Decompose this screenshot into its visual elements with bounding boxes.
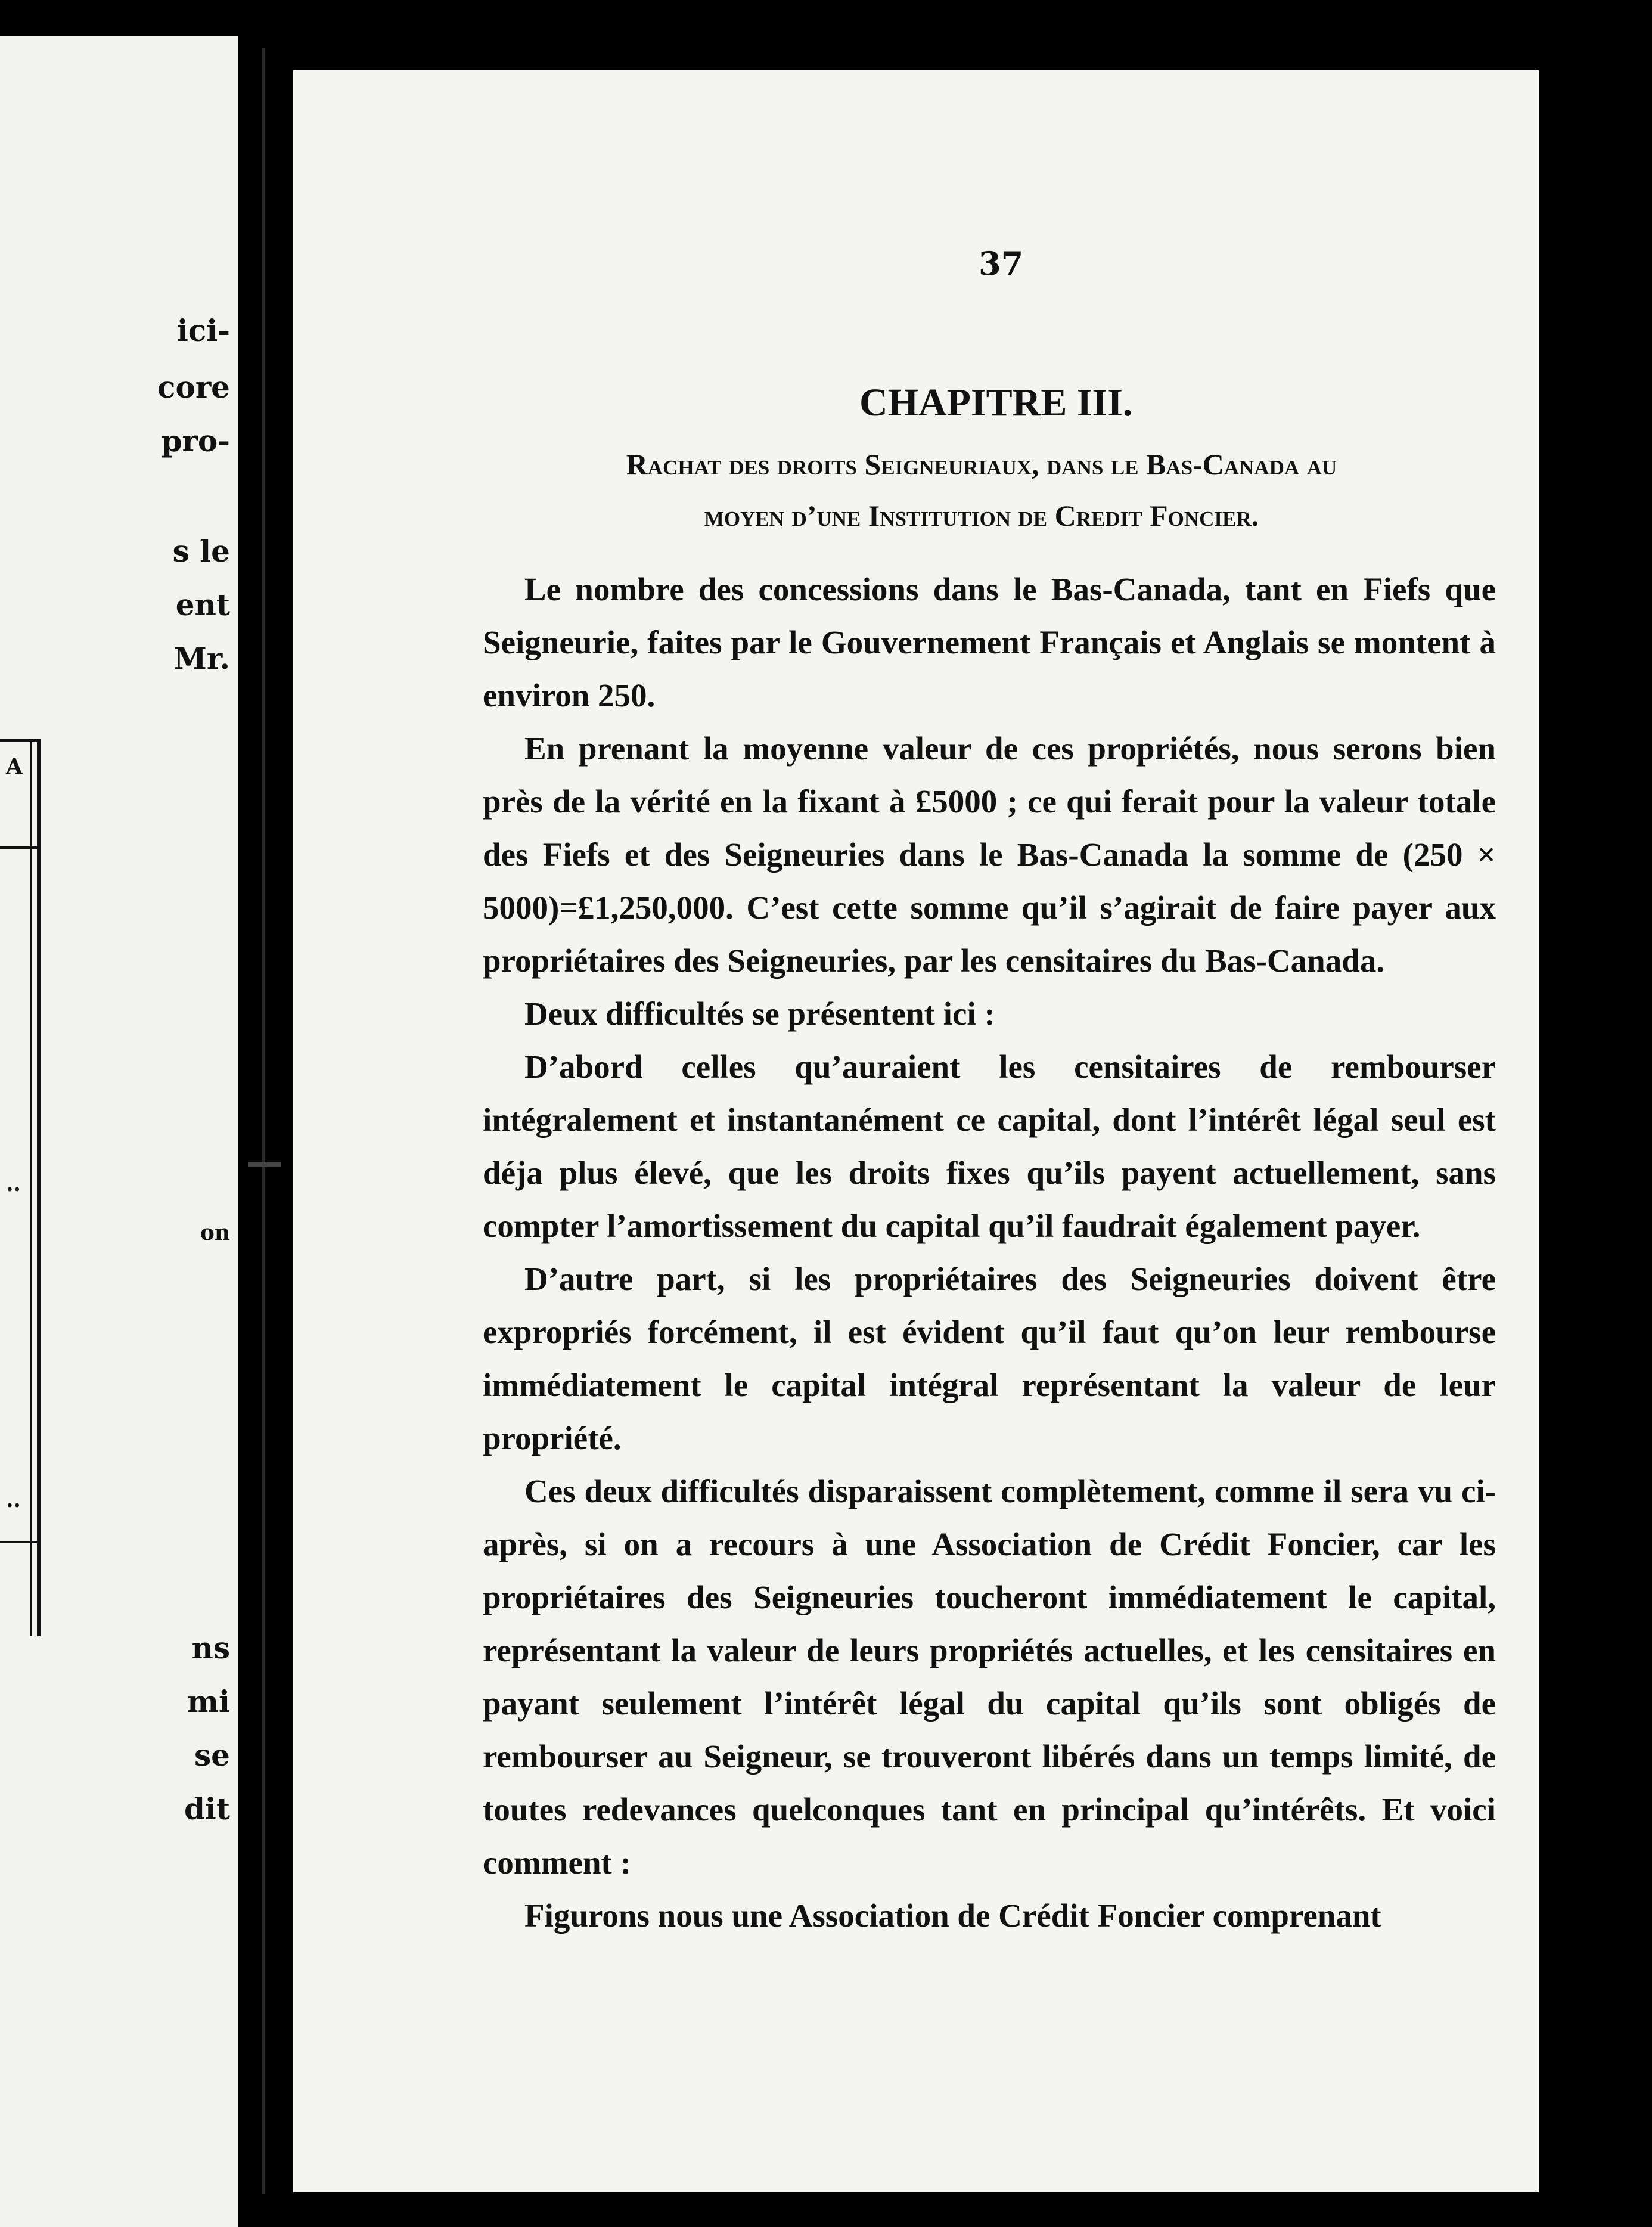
- table-label: ..: [6, 1487, 21, 1512]
- table-rule: [0, 846, 37, 849]
- paragraph: Ces deux difficultés disparaissent complètement, comme il sera vu ci-après, si on a recours à une Association de Crédit Foncier, car les propriétaires des Seigneuries toucheront immédiatement le capital, représentant la valeur de leurs propriétés actuelles, et les censitaires en payant seulement l’intérêt légal du capital qu’ils sont obligés de rembourser au Seigneur, se trouveront libérés dans un temps limité, de toutes redevances quelconques tant en principal qu’intérêts. Et voici comment :: [483, 1473, 1496, 1881]
- paragraph: Le nombre des concessions dans le Bas-Canada, tant en Fiefs que Seigneurie, faites par le Gouvernement Français et Anglais se montent à environ 250.: [483, 571, 1496, 714]
- paragraph: Figurons nous une Association de Crédit Foncier comprenant: [524, 1897, 1381, 1934]
- page-number: 37: [979, 244, 1024, 283]
- fragment-text: s le: [172, 534, 230, 569]
- fragment-text: core: [157, 370, 230, 405]
- body-text: [483, 563, 1496, 1942]
- table-border: [30, 742, 32, 1636]
- table-label: ..: [6, 1171, 21, 1196]
- book-gutter: [238, 0, 293, 2227]
- paragraph: D’autre part, si les propriétaires des Seigneuries doivent être expropriés forcément, il est évident qu’il faut qu’on leur rembourse immédiatement le capital intégral représentant la valeur de leur propriété.: [483, 1261, 1496, 1456]
- fragment-text: pro-: [161, 423, 230, 458]
- fragment-text: mi: [187, 1684, 230, 1719]
- binding-pin: [248, 1162, 281, 1167]
- table-label: A: [6, 754, 23, 779]
- chapter-subtitle-line-1: Rachat des droits Seigneuriaux, dans le Bas-Canada au: [626, 448, 1337, 481]
- fragment-text: ns: [191, 1630, 230, 1665]
- fragment-text: on: [200, 1220, 230, 1245]
- fragment-text: Mr.: [173, 641, 230, 676]
- paragraph: D’abord celles qu’auraient les censitaires de rembourser intégralement et instantanément ce capital, dont l’intérêt légal seul est déja plus élevé, que les droits fixes qu’ils payent actuellement, sans compter l’amortissement du capital qu’il faudrait également payer.: [483, 1049, 1496, 1244]
- document-page: [293, 70, 1539, 2192]
- fragment-text: dit: [184, 1791, 230, 1826]
- fragment-text: ici-: [176, 313, 230, 348]
- fragment-text: ent: [175, 587, 230, 622]
- chapter-title: CHAPITRE III.: [859, 381, 1133, 424]
- table-rule: [0, 1541, 37, 1543]
- facing-page-table-edge: [0, 739, 41, 1636]
- binding-wire: [262, 48, 265, 2194]
- chapter-subtitle-line-2: moyen d’une Institution de Credit Foncier.: [704, 499, 1259, 532]
- paragraph: En prenant la moyenne valeur de ces propriétés, nous serons bien près de la vérité en la fixant à £5000 ; ce qui ferait pour la valeur totale des Fiefs et des Seigneuries dans le Bas-Canada la somme de (250 × 5000)=£1,250,000. C’est cette somme qu’il s’agirait de faire payer aux propriétaires des Seigneuries, par les censitaires du Bas-Canada.: [483, 730, 1496, 979]
- paragraph: Deux difficultés se présentent ici :: [524, 995, 995, 1032]
- fragment-text: se: [194, 1738, 230, 1773]
- facing-page-fragment: [0, 36, 238, 2227]
